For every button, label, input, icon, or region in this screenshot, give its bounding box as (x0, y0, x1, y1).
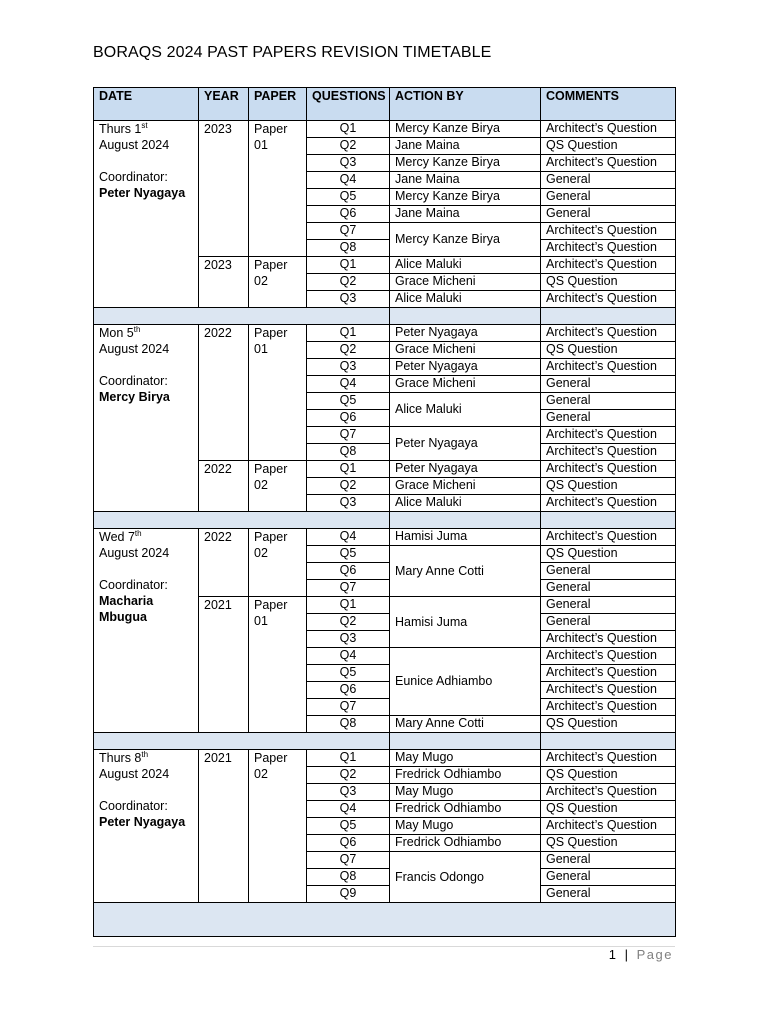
comment-cell: Architect’s Question (541, 291, 676, 308)
paper-cell: Paper 02 (249, 461, 307, 512)
comment-cell: QS Question (541, 478, 676, 495)
section-separator (94, 733, 676, 750)
question-cell: Q2 (307, 274, 390, 291)
date-suffix: th (134, 528, 142, 538)
date-cell (94, 325, 199, 512)
comment-cell: General (541, 206, 676, 223)
question-cell: Q2 (307, 342, 390, 359)
question-cell: Q4 (307, 801, 390, 818)
paper-cell: Paper 01 (249, 325, 307, 461)
question-cell: Q7 (307, 699, 390, 716)
question-cell: Q7 (307, 223, 390, 240)
date-cell (94, 121, 199, 308)
comment-cell: Architect’s Question (541, 121, 676, 138)
table-row (94, 529, 676, 546)
comment-cell: Architect’s Question (541, 359, 676, 376)
action-by-cell: Mary Anne Cotti (390, 716, 541, 733)
question-cell: Q2 (307, 138, 390, 155)
question-cell: Q7 (307, 427, 390, 444)
comment-cell: Architect’s Question (541, 444, 676, 461)
question-cell: Q5 (307, 546, 390, 563)
separator-cell (390, 512, 541, 529)
action-by-cell: Mercy Kanze Birya (390, 121, 541, 138)
question-cell: Q4 (307, 529, 390, 546)
header-paper: PAPER (249, 88, 307, 121)
separator-cell (390, 308, 541, 325)
question-cell: Q6 (307, 682, 390, 699)
comment-cell: General (541, 614, 676, 631)
coordinator-label: Coordinator: (99, 374, 168, 388)
coordinator-name: Mercy Birya (99, 390, 170, 404)
date-month-year: August 2024 (99, 546, 170, 560)
question-cell: Q8 (307, 716, 390, 733)
date-day: Wed 7 (99, 530, 135, 544)
date-suffix: st (141, 120, 148, 130)
header-action-by: ACTION BY (390, 88, 541, 121)
separator-cell (94, 308, 390, 325)
comment-cell: Architect’s Question (541, 682, 676, 699)
action-by-cell: Fredrick Odhiambo (390, 835, 541, 852)
action-by-cell: May Mugo (390, 784, 541, 801)
comment-cell: Architect’s Question (541, 648, 676, 665)
paper-cell: Paper 01 (249, 597, 307, 733)
action-by-cell: Fredrick Odhiambo (390, 767, 541, 784)
comment-cell: QS Question (541, 342, 676, 359)
comment-cell: QS Question (541, 801, 676, 818)
header-comments: COMMENTS (541, 88, 676, 121)
footer-separator: | (624, 947, 630, 962)
action-by-cell: Hamisi Juma (390, 529, 541, 546)
page-label: Page (636, 947, 673, 962)
coordinator-label: Coordinator: (99, 799, 168, 813)
date-day: Mon 5 (99, 326, 134, 340)
table-row (94, 325, 676, 342)
question-cell: Q5 (307, 393, 390, 410)
question-cell: Q4 (307, 648, 390, 665)
question-cell: Q3 (307, 631, 390, 648)
comment-cell: General (541, 410, 676, 427)
action-by-cell: Alice Maluki (390, 257, 541, 274)
comment-cell: Architect’s Question (541, 325, 676, 342)
header-questions: QUESTIONS (307, 88, 390, 121)
comment-cell: Architect’s Question (541, 665, 676, 682)
page-number: 1 (608, 947, 618, 962)
date-month-year: August 2024 (99, 342, 170, 356)
comment-cell: Architect’s Question (541, 631, 676, 648)
year-cell: 2022 (199, 325, 249, 461)
question-cell: Q4 (307, 376, 390, 393)
action-by-cell: Grace Micheni (390, 274, 541, 291)
year-cell: 2021 (199, 750, 249, 903)
question-cell: Q1 (307, 121, 390, 138)
action-by-cell: May Mugo (390, 750, 541, 767)
comment-cell: Architect’s Question (541, 427, 676, 444)
separator-cell (541, 733, 676, 750)
question-cell: Q3 (307, 784, 390, 801)
question-cell: Q3 (307, 155, 390, 172)
action-by-cell: Peter Nyagaya (390, 359, 541, 376)
question-cell: Q2 (307, 478, 390, 495)
comment-cell: Architect’s Question (541, 495, 676, 512)
coordinator-name: Macharia Mbugua (99, 594, 154, 624)
revision-timetable (93, 87, 676, 937)
comment-cell: QS Question (541, 138, 676, 155)
question-cell: Q3 (307, 359, 390, 376)
question-cell: Q1 (307, 461, 390, 478)
action-by-cell: Grace Micheni (390, 342, 541, 359)
date-month-year: August 2024 (99, 767, 170, 781)
question-cell: Q8 (307, 240, 390, 257)
paper-cell: Paper 02 (249, 529, 307, 597)
action-by-cell: Peter Nyagaya (390, 461, 541, 478)
action-by-cell: Francis Odongo (390, 852, 541, 903)
comment-cell: General (541, 172, 676, 189)
comment-cell: General (541, 869, 676, 886)
action-by-cell: Alice Maluki (390, 393, 541, 427)
action-by-cell: Alice Maluki (390, 495, 541, 512)
action-by-cell: Grace Micheni (390, 478, 541, 495)
action-by-cell: May Mugo (390, 818, 541, 835)
comment-cell: Architect’s Question (541, 784, 676, 801)
header-year: YEAR (199, 88, 249, 121)
action-by-cell: Mercy Kanze Birya (390, 189, 541, 206)
comment-cell: QS Question (541, 546, 676, 563)
separator-cell (390, 733, 541, 750)
table-end-band (94, 903, 676, 937)
action-by-cell: Peter Nyagaya (390, 427, 541, 461)
action-by-cell: Jane Maina (390, 206, 541, 223)
question-cell: Q3 (307, 495, 390, 512)
comment-cell: Architect’s Question (541, 818, 676, 835)
section-separator (94, 308, 676, 325)
paper-cell: Paper 01 (249, 121, 307, 257)
comment-cell: QS Question (541, 835, 676, 852)
comment-cell: QS Question (541, 274, 676, 291)
table-row (94, 121, 676, 138)
comment-cell: Architect’s Question (541, 461, 676, 478)
date-day: Thurs 8 (99, 751, 142, 765)
comment-cell: General (541, 563, 676, 580)
question-cell: Q1 (307, 257, 390, 274)
paper-cell: Paper 02 (249, 750, 307, 903)
date-cell (94, 529, 199, 733)
question-cell: Q8 (307, 869, 390, 886)
question-cell: Q6 (307, 410, 390, 427)
question-cell: Q8 (307, 444, 390, 461)
year-cell: 2022 (199, 461, 249, 512)
paper-cell: Paper 02 (249, 257, 307, 308)
comment-cell: Architect’s Question (541, 750, 676, 767)
comment-cell: Architect’s Question (541, 529, 676, 546)
document-title: BORAQS 2024 PAST PAPERS REVISION TIMETABLE (93, 44, 492, 61)
question-cell: Q1 (307, 750, 390, 767)
coordinator-label: Coordinator: (99, 578, 168, 592)
comment-cell: Architect’s Question (541, 699, 676, 716)
action-by-cell: Mercy Kanze Birya (390, 223, 541, 257)
date-suffix: th (133, 324, 141, 334)
question-cell: Q7 (307, 852, 390, 869)
date-suffix: th (141, 749, 149, 759)
question-cell: Q1 (307, 325, 390, 342)
comment-cell: General (541, 886, 676, 903)
action-by-cell: Alice Maluki (390, 291, 541, 308)
question-cell: Q2 (307, 614, 390, 631)
question-cell: Q5 (307, 665, 390, 682)
question-cell: Q2 (307, 767, 390, 784)
question-cell: Q1 (307, 597, 390, 614)
header-row (94, 88, 676, 121)
action-by-cell: Jane Maina (390, 138, 541, 155)
separator-cell (94, 512, 390, 529)
action-by-cell: Jane Maina (390, 172, 541, 189)
comment-cell: Architect’s Question (541, 223, 676, 240)
year-cell: 2021 (199, 597, 249, 733)
action-by-cell: Fredrick Odhiambo (390, 801, 541, 818)
year-cell: 2023 (199, 257, 249, 308)
comment-cell: General (541, 597, 676, 614)
year-cell: 2023 (199, 121, 249, 257)
coordinator-name: Peter Nyagaya (99, 186, 186, 200)
section-separator (94, 512, 676, 529)
comment-cell: General (541, 189, 676, 206)
question-cell: Q6 (307, 206, 390, 223)
separator-cell (94, 733, 390, 750)
question-cell: Q4 (307, 172, 390, 189)
question-cell: Q6 (307, 835, 390, 852)
question-cell: Q5 (307, 189, 390, 206)
header-date: DATE (94, 88, 199, 121)
table-row (94, 750, 676, 767)
comment-cell: QS Question (541, 716, 676, 733)
year-cell: 2022 (199, 529, 249, 597)
comment-cell: Architect’s Question (541, 240, 676, 257)
comment-cell: Architect’s Question (541, 257, 676, 274)
comment-cell: General (541, 393, 676, 410)
action-by-cell: Mercy Kanze Birya (390, 155, 541, 172)
page-footer (609, 947, 673, 962)
question-cell: Q3 (307, 291, 390, 308)
comment-cell: QS Question (541, 767, 676, 784)
question-cell: Q5 (307, 818, 390, 835)
question-cell: Q6 (307, 563, 390, 580)
action-by-cell: Eunice Adhiambo (390, 648, 541, 716)
action-by-cell: Hamisi Juma (390, 597, 541, 648)
coordinator-label: Coordinator: (99, 170, 168, 184)
comment-cell: General (541, 580, 676, 597)
comment-cell: General (541, 852, 676, 869)
action-by-cell: Mary Anne Cotti (390, 546, 541, 597)
date-cell (94, 750, 199, 903)
separator-cell (541, 512, 676, 529)
separator-cell (541, 308, 676, 325)
date-day: Thurs 1 (99, 122, 142, 136)
action-by-cell: Peter Nyagaya (390, 325, 541, 342)
comment-cell: General (541, 376, 676, 393)
separator-cell (94, 903, 676, 937)
action-by-cell: Grace Micheni (390, 376, 541, 393)
date-month-year: August 2024 (99, 138, 170, 152)
question-cell: Q9 (307, 886, 390, 903)
comment-cell: Architect’s Question (541, 155, 676, 172)
question-cell: Q7 (307, 580, 390, 597)
coordinator-name: Peter Nyagaya (99, 815, 186, 829)
footer-divider (93, 946, 675, 947)
